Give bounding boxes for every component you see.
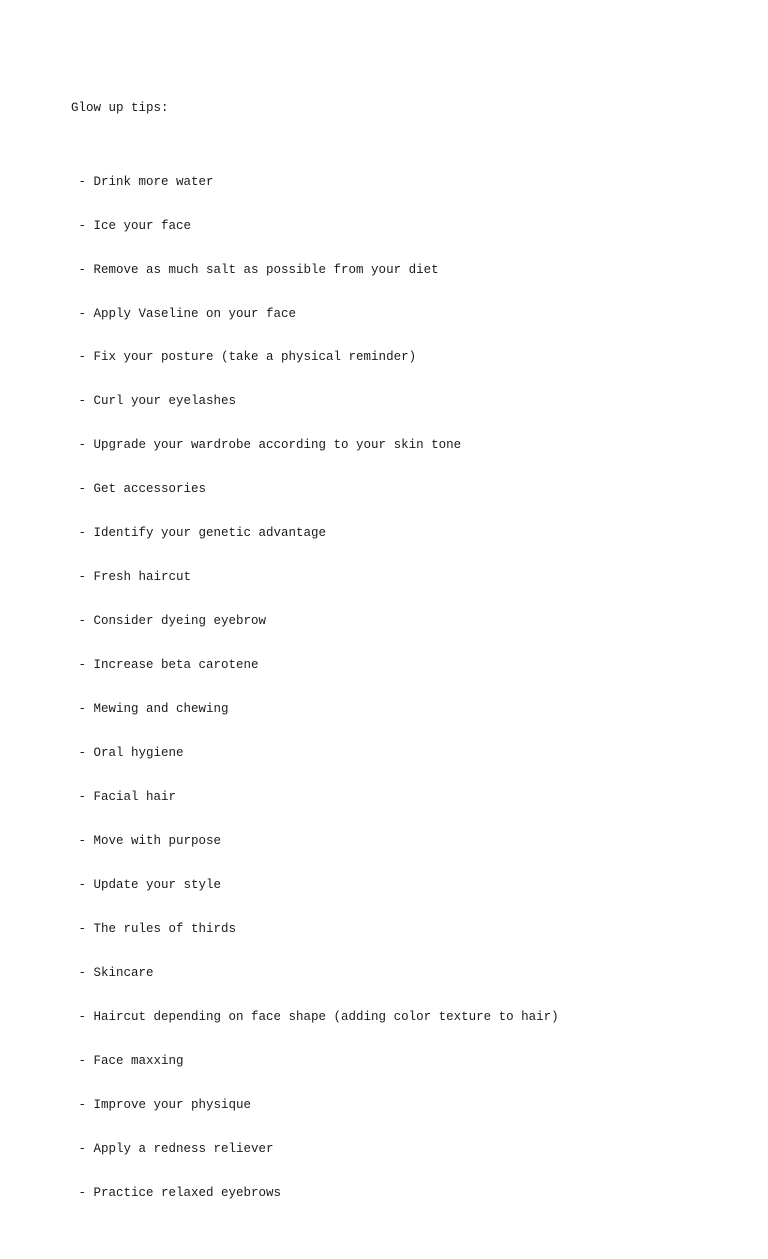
bullet-marker: -	[71, 658, 94, 673]
bullet-marker: -	[71, 1141, 94, 1156]
tip-text: Drink more water	[93, 174, 214, 189]
tips-list	[71, 145, 731, 1230]
tip-text: Get accessories	[93, 482, 207, 497]
bullet-marker: -	[71, 966, 94, 981]
list-item	[71, 614, 731, 629]
tip-text: Skincare	[93, 966, 154, 981]
document-title: Glow up tips:	[71, 101, 169, 116]
tip-text: Improve your physique	[93, 1097, 252, 1112]
bullet-marker: -	[71, 878, 94, 893]
list-item	[71, 307, 731, 322]
list-item	[71, 702, 731, 717]
bullet-marker: -	[71, 614, 94, 629]
bullet-marker: -	[71, 174, 94, 189]
bullet-marker: -	[71, 306, 94, 321]
list-item	[71, 219, 731, 234]
tip-text: Fix your posture (take a physical reminder)	[93, 350, 417, 365]
tip-text: Increase beta carotene	[93, 658, 259, 673]
tip-text: Fresh haircut	[93, 570, 192, 585]
tip-text: Facial hair	[93, 790, 177, 805]
document-body	[71, 72, 731, 1259]
list-item	[71, 394, 731, 409]
tip-text: Identify your genetic advantage	[93, 526, 327, 541]
bullet-marker: -	[71, 438, 94, 453]
list-item	[71, 878, 731, 893]
tip-text: Curl your eyelashes	[93, 394, 237, 409]
tip-text: Oral hygiene	[93, 746, 184, 761]
bullet-marker: -	[71, 262, 94, 277]
list-item	[71, 1054, 731, 1069]
tip-text: Apply a redness reliever	[93, 1141, 274, 1156]
tip-text: Update your style	[93, 878, 222, 893]
list-item	[71, 175, 731, 190]
list-item	[71, 966, 731, 981]
list-item	[71, 658, 731, 673]
bullet-marker: -	[71, 922, 94, 937]
tip-text: Haircut depending on face shape (adding color texture to hair)	[93, 1010, 559, 1024]
bullet-marker: -	[71, 570, 94, 585]
tip-text: Mewing and chewing	[93, 702, 229, 717]
bullet-marker: -	[71, 526, 94, 541]
bullet-marker: -	[71, 1053, 94, 1068]
bullet-marker: -	[71, 482, 94, 497]
list-item	[71, 1098, 731, 1113]
list-item	[71, 1186, 731, 1201]
list-item	[71, 922, 731, 937]
tip-text: Consider dyeing eyebrow	[93, 614, 267, 629]
bullet-marker: -	[71, 394, 94, 409]
bullet-marker: -	[71, 1097, 94, 1112]
bullet-marker: -	[71, 834, 94, 849]
tip-text: Practice relaxed eyebrows	[93, 1185, 282, 1200]
list-item	[71, 1010, 731, 1025]
list-item	[71, 526, 731, 541]
bullet-marker: -	[71, 746, 94, 761]
list-item	[71, 834, 731, 849]
bullet-marker: -	[71, 350, 94, 365]
tip-text: Remove as much salt as possible from your diet	[93, 262, 439, 277]
bullet-marker: -	[71, 790, 94, 805]
list-item	[71, 746, 731, 761]
list-item	[71, 482, 731, 497]
tip-text: Face maxxing	[93, 1053, 184, 1068]
list-item	[71, 263, 731, 278]
list-item	[71, 438, 731, 453]
tip-text: The rules of thirds	[93, 922, 237, 937]
list-item	[71, 790, 731, 805]
bullet-marker: -	[71, 218, 94, 233]
list-item	[71, 1142, 731, 1157]
bullet-marker: -	[71, 1185, 94, 1200]
bullet-marker: -	[71, 1010, 94, 1024]
tip-text: Apply Vaseline on your face	[93, 306, 297, 321]
list-item	[71, 570, 731, 585]
bullet-marker: -	[71, 702, 94, 717]
tip-text: Upgrade your wardrobe according to your skin tone	[93, 438, 462, 453]
tip-text: Move with purpose	[93, 834, 222, 849]
list-item	[71, 350, 731, 365]
tip-text: Ice your face	[93, 218, 192, 233]
